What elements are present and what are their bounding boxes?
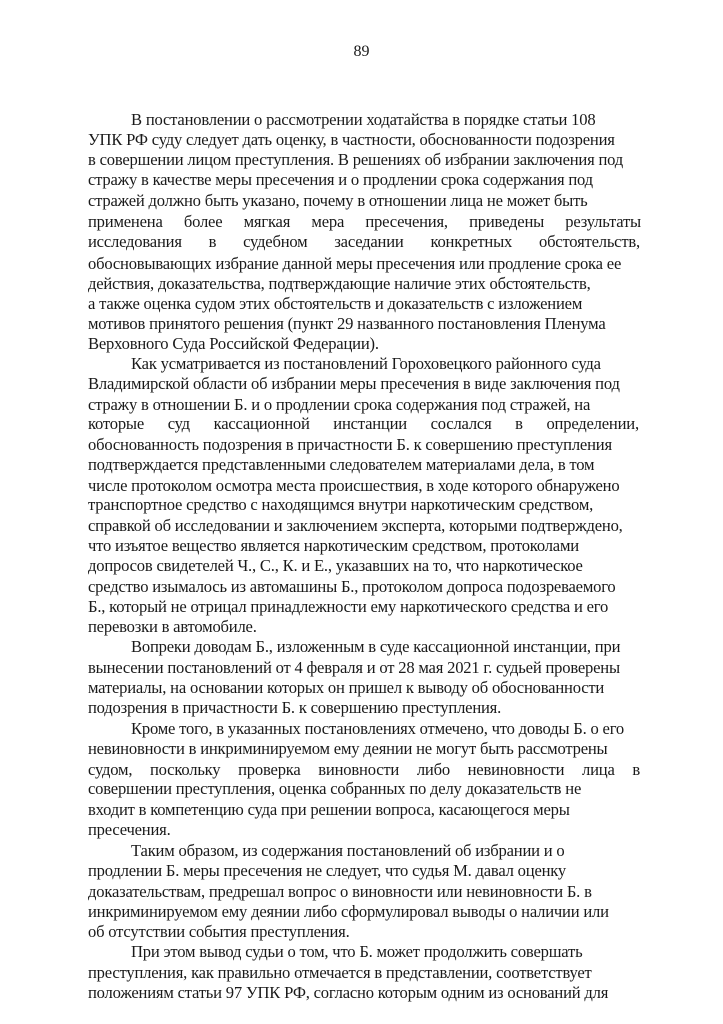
text-line: инкриминируемом ему деянии либо сформулировал выводы о наличии или (88, 902, 609, 921)
word: суд (167, 414, 190, 433)
text-line: обосновывающих избрание данной меры пресечения или продление срока ее (88, 254, 622, 273)
word: судом, (88, 760, 133, 779)
text-line: Б., который не отрицал принадлежности ему наркотического средства и его (88, 597, 609, 616)
word: результаты (565, 212, 641, 231)
text-line: подтверждается представленными следователем материалами дела, в том (88, 455, 595, 474)
text-line: мотивов принятого решения (пункт 29 названного постановления Пленума (88, 314, 606, 333)
word: невиновности (467, 760, 565, 779)
text-line: вынесении постановлений от 4 февраля и от 28 мая 2021 г. судьей проверены (88, 658, 620, 677)
text-line: УПК РФ суду следует дать оценку, в частности, обоснованности подозрения (88, 130, 615, 149)
page-number: 89 (353, 43, 370, 60)
text-line (88, 760, 640, 780)
text-line: обоснованность подозрения в причастности Б. к совершению преступления (88, 435, 612, 454)
text-line: входит в компетенцию суда при решении вопроса, касающегося меры (88, 800, 570, 819)
text-line: транспортное средство с находящимся внутри наркотическим средством, (88, 495, 594, 514)
word: пресечения, (365, 212, 448, 231)
word: более (183, 212, 223, 231)
word: либо (416, 760, 450, 779)
text-line: об отсутствии события преступления. (88, 922, 350, 941)
word: применена (88, 212, 163, 231)
text-line: допросов свидетелей Ч., С., К. и Е., указавших на то, что наркотическое (88, 556, 583, 575)
word: которые (88, 414, 145, 433)
word: заседании (334, 232, 404, 251)
text-line: доказательствам, предрешал вопрос о виновности или невиновности Б. в (88, 882, 592, 901)
word: проверка (238, 760, 301, 779)
text-line: а также оценка судом этих обстоятельств и доказательств с изложением (88, 294, 583, 313)
text-line: материалы, на основании которых он пришел к выводу об обоснованности (88, 678, 605, 697)
word: сослался (430, 414, 492, 433)
text-line: При этом вывод судьи о том, что Б. может продолжить совершать (131, 942, 583, 961)
text-line: пресечения. (88, 820, 171, 839)
text-line: совершении преступления, оценка собранных по делу доказательств не (88, 779, 582, 798)
text-line: Как усматривается из постановлений Гороховецкого районного суда (131, 354, 601, 373)
text-line: В постановлении о рассмотрении ходатайства в порядке статьи 108 (131, 110, 596, 129)
text-line: преступления, как правильно отмечается в представлении, соответствует (88, 963, 592, 982)
text-line: числе протоколом осмотра места происшествия, в ходе которого обнаружено (88, 476, 620, 495)
word: конкретных (430, 232, 513, 251)
text-line (88, 212, 641, 232)
text-line: положениям статьи 97 УПК РФ, согласно которым одним из оснований для (88, 983, 609, 1002)
word: кассационной (213, 414, 310, 433)
word: мягкая (243, 212, 291, 231)
word: определении, (546, 414, 639, 433)
word: приведены (469, 212, 545, 231)
word: судебном (243, 232, 308, 251)
word: инстанции (333, 414, 407, 433)
text-line: Владимирской области об избрании меры пресечения в виде заключения под (88, 374, 620, 393)
word: в (515, 414, 523, 433)
text-line: перевозки в автомобиле. (88, 617, 257, 636)
word: поскольку (149, 760, 221, 779)
text-line: в совершении лицом преступления. В решениях об избрании заключения под (88, 150, 624, 169)
word: лица (582, 760, 615, 779)
word: обстоятельств, (538, 232, 640, 251)
text-line: продлении Б. меры пресечения не следует, что судья М. давал оценку (88, 861, 567, 880)
word: виновности (318, 760, 400, 779)
text-line: Верховного Суда Российской Федерации). (88, 334, 379, 353)
text-line: что изъятое вещество является наркотическим средством, протоколами (88, 536, 579, 555)
text-line: Кроме того, в указанных постановлениях отмечено, что доводы Б. о его (131, 719, 624, 738)
word: мера (311, 212, 345, 231)
text-line: стражу в качестве меры пресечения и о продлении срока содержания под (88, 170, 593, 189)
text-line: действия, доказательства, подтверждающие наличие этих обстоятельств, (88, 274, 591, 293)
text-line: невиновности в инкриминируемом ему деянии не могут быть рассмотрены (88, 739, 608, 758)
text-line (88, 232, 640, 252)
text-line: подозрения в причастности Б. к совершению преступления. (88, 698, 502, 717)
text-line: справкой об исследовании и заключением эксперта, которыми подтверждено, (88, 516, 623, 535)
word: в (208, 232, 217, 251)
word: в (632, 760, 640, 779)
text-line: стражу в отношении Б. и о продлении срока содержания под стражей, на (88, 395, 591, 414)
text-line (88, 414, 639, 434)
text-line: Таким образом, из содержания постановлений об избрании и о (131, 841, 565, 860)
text-line: стражей должно быть указано, почему в отношении лица не может быть (88, 191, 588, 210)
text-line: средство изымалось из автомашины Б., протоколом допроса подозреваемого (88, 577, 616, 596)
word: исследования (88, 232, 182, 251)
text-line: Вопреки доводам Б., изложенным в суде кассационной инстанции, при (131, 637, 621, 656)
